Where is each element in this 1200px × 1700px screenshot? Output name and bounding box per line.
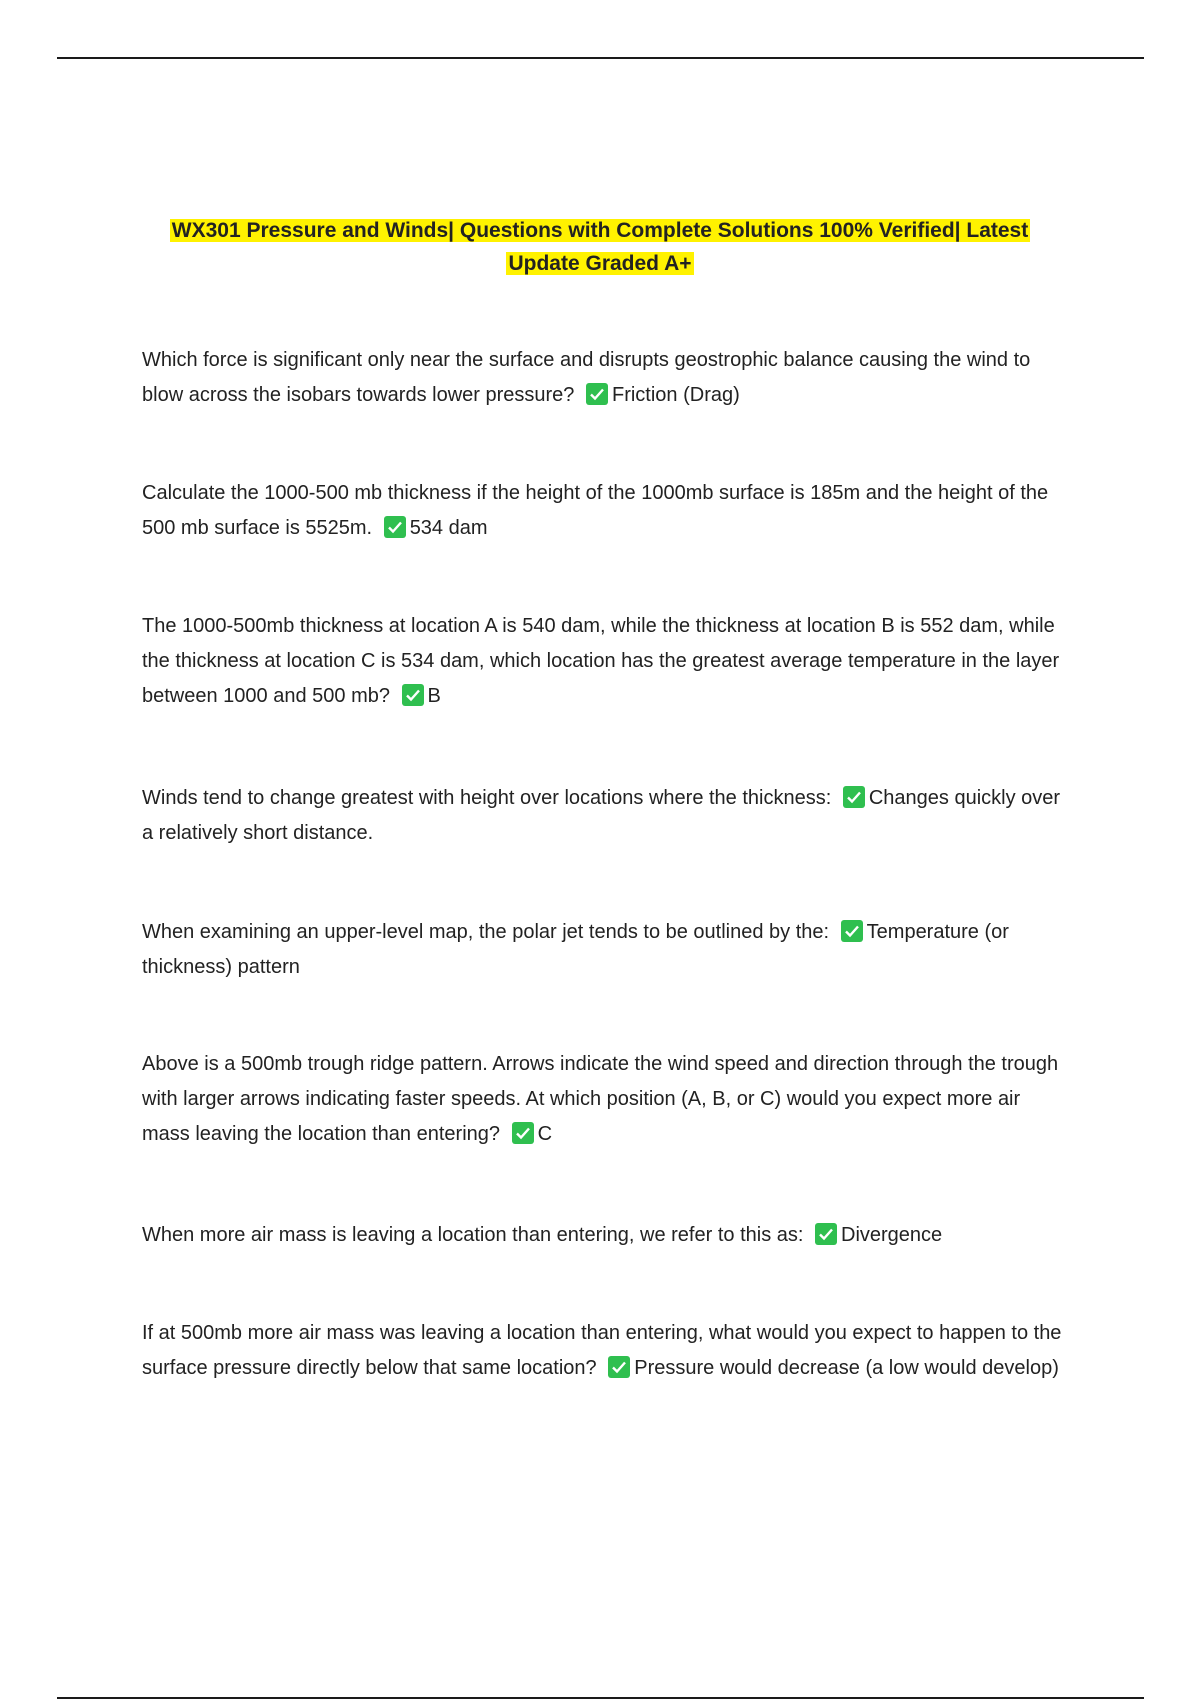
checkmark-icon: [608, 1356, 630, 1378]
answer-text: Changes quickly over a relatively short distance.: [142, 787, 1061, 844]
bottom-rule: [57, 1697, 1144, 1699]
qa-item-7: [142, 1218, 1072, 1253]
document-title: [100, 214, 1100, 280]
question-text: Winds tend to change greatest with height over locations where the thickness:: [142, 787, 832, 809]
checkmark-icon: [384, 516, 406, 538]
qa-item-1: [142, 343, 1072, 413]
question-text: The 1000-500mb thickness at location A is 540 dam, while the thickness at location B is 552 dam, while the thickness at location C is 534 dam, which location has the greatest average temperature in the layer between 1000 and 500 mb?: [142, 615, 1060, 707]
qa-item-4: [142, 781, 1072, 851]
answer-text: Friction (Drag): [611, 384, 740, 406]
checkmark-icon: [841, 920, 863, 942]
answer-text: Pressure would decrease (a low would develop): [634, 1357, 1059, 1379]
answer-text: Divergence: [841, 1224, 943, 1246]
question-text: Calculate the 1000-500 mb thickness if the height of the 1000mb surface is 185m and the height of the 500 mb surface is 5525m.: [142, 482, 1049, 539]
checkmark-icon: [815, 1223, 837, 1245]
title-line-1: WX301 Pressure and Winds| Questions with Complete Solutions 100% Verified| Latest: [171, 219, 1029, 242]
question-text: When more air mass is leaving a location than entering, we refer to this as:: [142, 1224, 804, 1246]
question-text: If at 500mb more air mass was leaving a location than entering, what would you expect to happen to the surface pressure directly below that same location?: [142, 1322, 1062, 1379]
question-text: When examining an upper-level map, the polar jet tends to be outlined by the:: [142, 921, 830, 943]
question-text: Above is a 500mb trough ridge pattern. Arrows indicate the wind speed and direction through the trough with larger arrows indicating faster speeds. At which position (A, B, or C) would you expect more air mass leaving the location than entering?: [142, 1053, 1059, 1145]
checkmark-icon: [586, 383, 608, 405]
qa-item-3: [142, 609, 1072, 714]
qa-item-5: [142, 915, 1072, 985]
checkmark-icon: [512, 1122, 534, 1144]
answer-text: 534 dam: [409, 517, 488, 539]
title-line-2: Update Graded A+: [508, 252, 692, 275]
answer-text: B: [427, 685, 441, 707]
checkmark-icon: [843, 786, 865, 808]
answer-text: Temperature (or thickness) pattern: [142, 921, 1009, 978]
question-text: Which force is significant only near the surface and disrupts geostrophic balance causing the wind to blow across the isobars towards lower pressure?: [142, 349, 1031, 406]
qa-item-6: [142, 1047, 1072, 1152]
qa-item-2: [142, 476, 1072, 546]
qa-item-8: [142, 1316, 1072, 1386]
checkmark-icon: [402, 684, 424, 706]
answer-text: C: [537, 1123, 553, 1145]
top-rule: [57, 57, 1144, 59]
